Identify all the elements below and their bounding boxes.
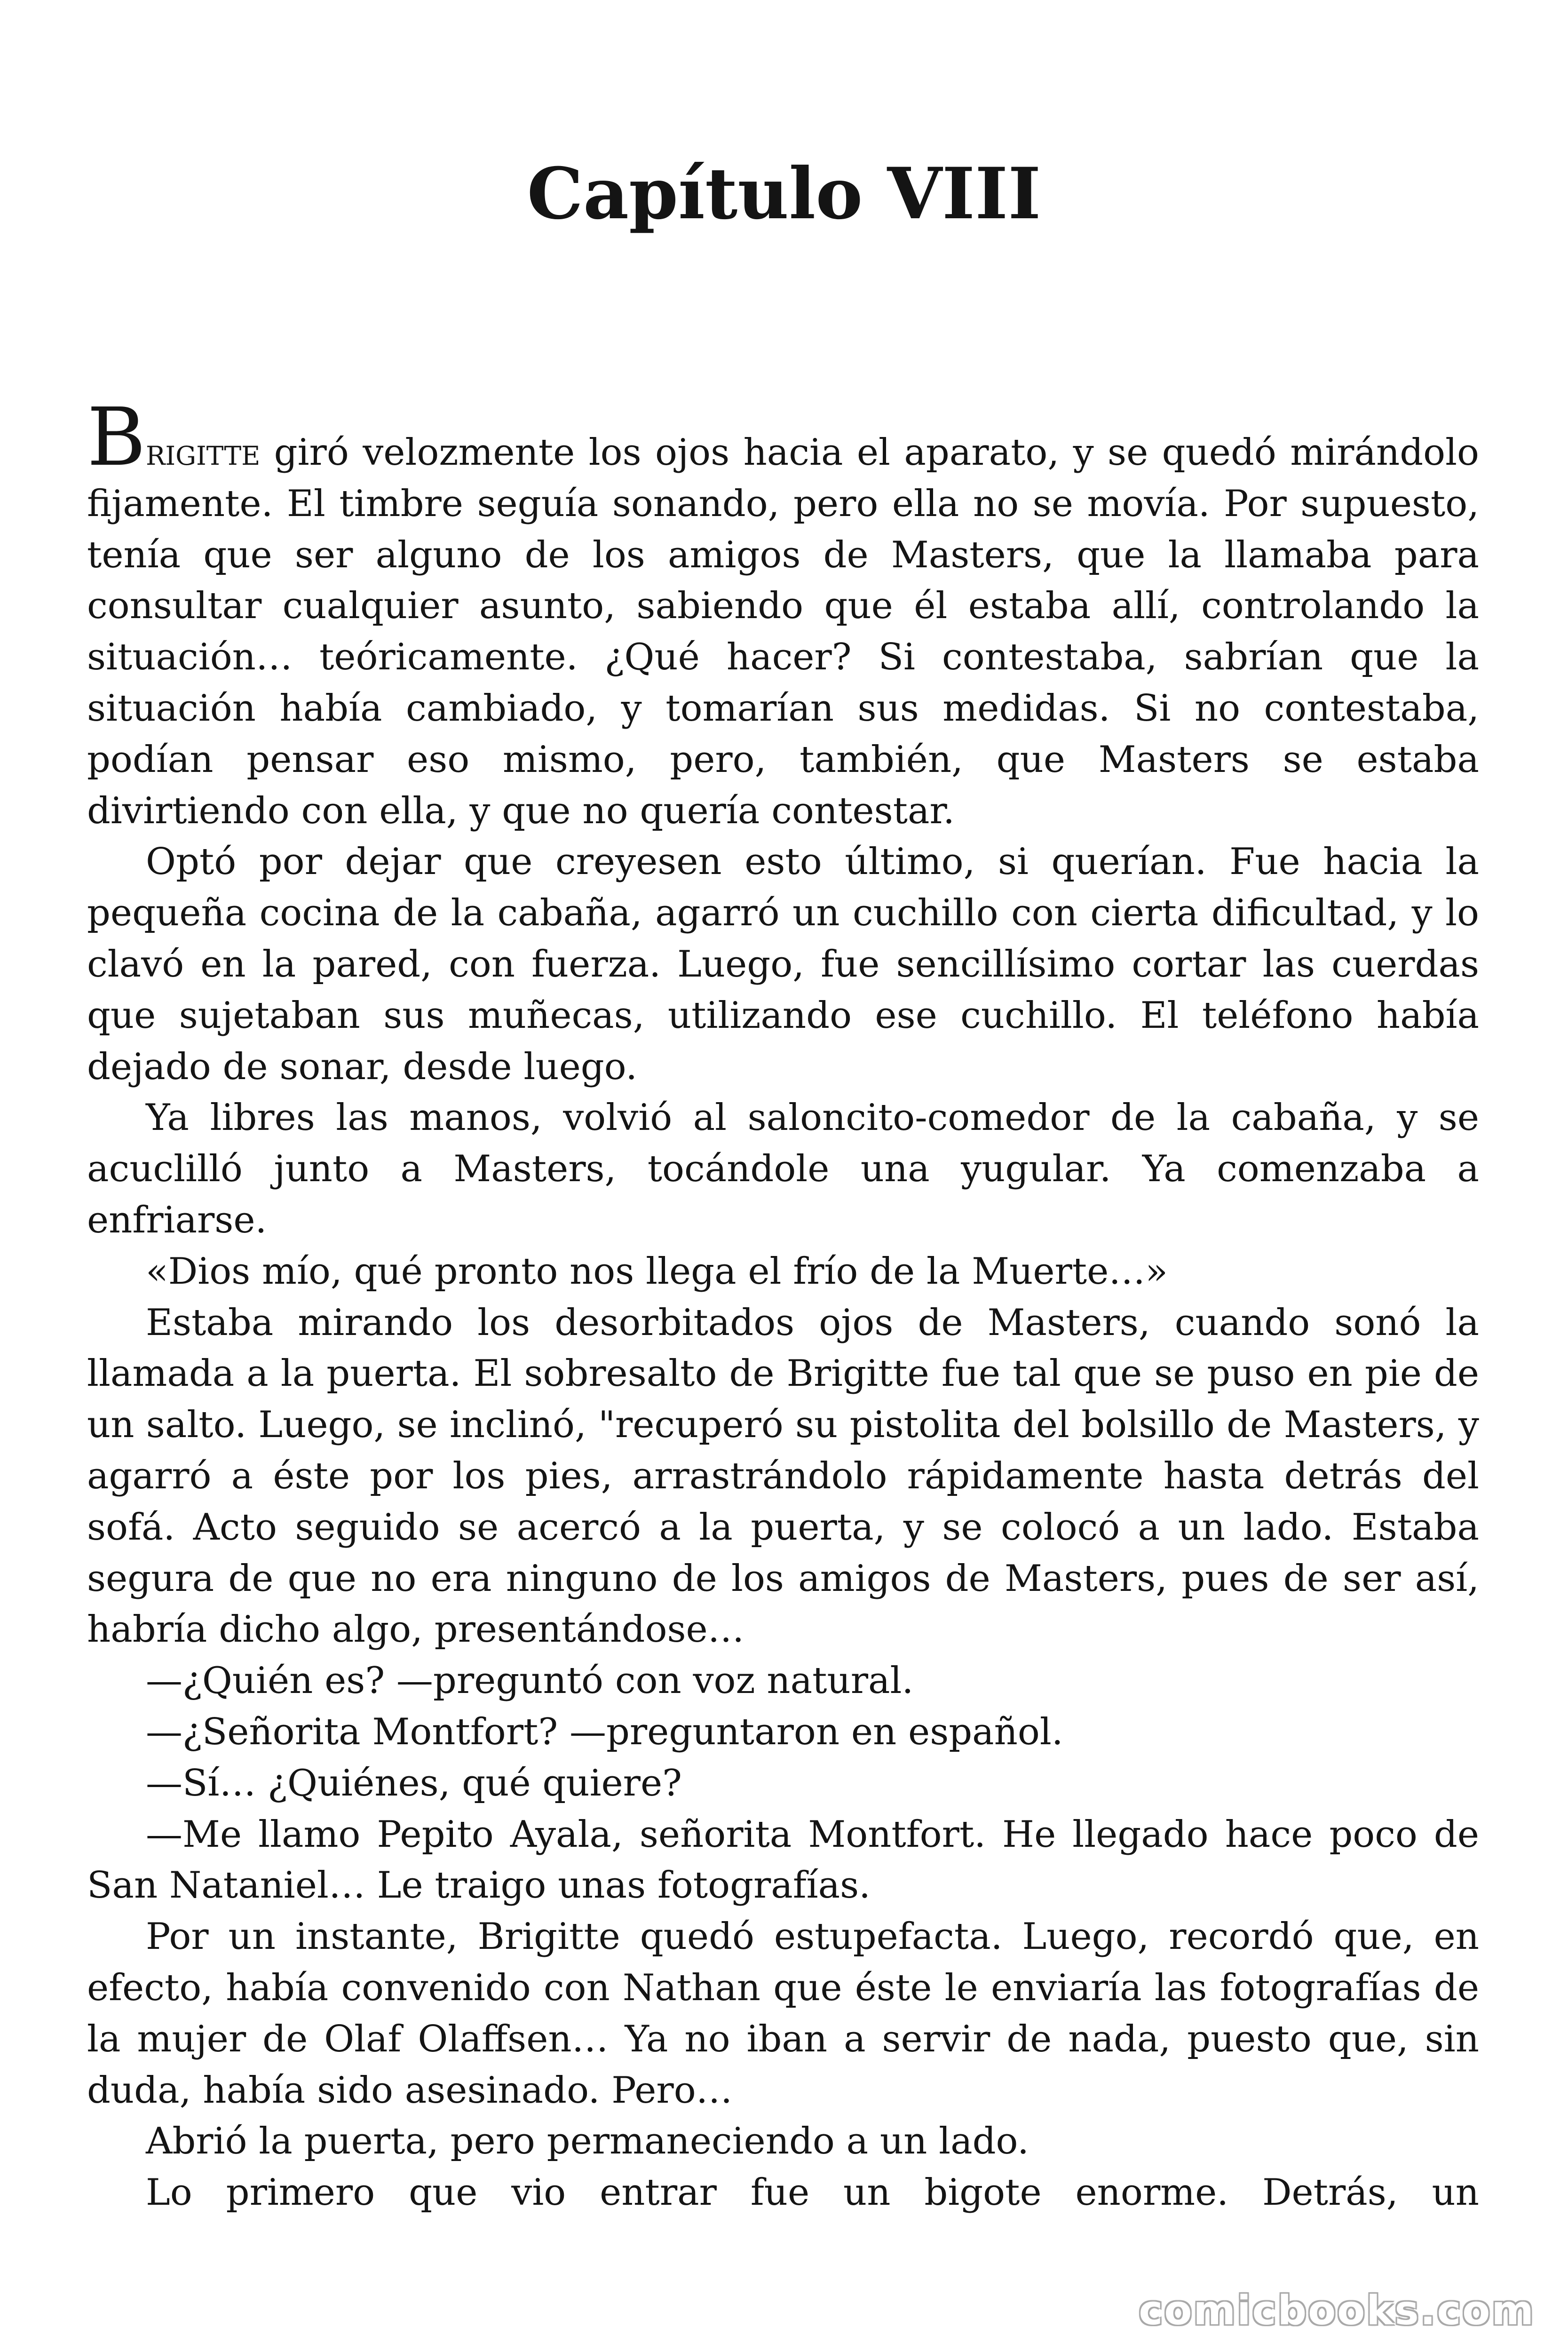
dialogue-line: —¿Señorita Montfort? —preguntaron en español.: [146, 1710, 1063, 1753]
chapter-title: Capítulo VIII: [527, 152, 1041, 235]
paragraph-continued: Lo primero que vio entrar fue un bigote enorme. Detrás, un: [146, 2171, 1479, 2214]
chapter-body: [87, 391, 1479, 2218]
paragraph: Optó por dejar que creyesen esto último, si querían. Fue hacia la pequeña cocina de la cabaña, agarró un cuchillo con cierta dificultad, y lo clavó en la pared, con fuerza. Luego, fue sencillísimo cortar las cuerdas que sujetaban sus muñecas, utilizando ese cuchillo. El teléfono había dejado de sonar, desde luego.: [87, 841, 1479, 1088]
paragraph: Ya libres las manos, volvió al saloncito-comedor de la cabaña, y se acuclilló junto a Masters, tocándole una yugular. Ya comenzaba a enfriarse.: [87, 1097, 1479, 1241]
dialogue-line: —Sí… ¿Quiénes, qué quiere?: [146, 1762, 682, 1804]
dialogue-line: —¿Quién es? —preguntó con voz natural.: [146, 1660, 914, 1702]
dialogue-line: —Me llamo Pepito Ayala, señorita Montfort. He llegado hace poco de San Nataniel… Le traigo unas fotografías.: [87, 1813, 1479, 1907]
paragraph-text: giró velozmente los ojos hacia el aparato, y se quedó mirándolo fijamente. El timbre seguía sonando, pero ella no se movía. Por supuesto, tenía que ser alguno de los amigos de Masters, que la llamaba para consultar cualquier asunto, sabiendo que él estaba allí, controlando la situación… teóricamente. ¿Qué hacer? Si contestaba, sabrían que la situación había cambiado, y tomarían sus medidas. Si no contestaba, podían pensar eso mismo, pero, también, que Masters se estaba divirtiendo con ella, y que no quería contestar.: [87, 431, 1479, 832]
paragraph: Estaba mirando los desorbitados ojos de Masters, cuando sonó la llamada a la puerta. El sobresalto de Brigitte fue tal que se puso en pie de un salto. Luego, se inclinó, "recuperó su pistolita del bolsillo de Masters, y agarró a éste por los pies, arrastrándolo rápidamente hasta detrás del sofá. Acto seguido se acercó a la puerta, y se colocó a un lado. Estaba segura de que no era ninguno de los amigos de Masters, pues de ser así, habría dicho algo, presentándose…: [87, 1301, 1479, 1651]
paragraph: «Dios mío, qué pronto nos llega el frío de la Muerte…»: [146, 1250, 1168, 1293]
paragraph: [87, 391, 1479, 836]
drop-cap: B: [87, 391, 146, 484]
paragraph: Abrió la puerta, pero permaneciendo a un lado.: [146, 2120, 1029, 2163]
watermark-logo: comicbooks.com: [1139, 2287, 1535, 2334]
lead-word: rigitte: [145, 431, 261, 474]
paragraph: Por un instante, Brigitte quedó estupefacta. Luego, recordó que, en efecto, había convenido con Nathan que éste le enviaría las fotografías de la mujer de Olaf Olaffsen… Ya no iban a servir de nada, puesto que, sin duda, había sido asesinado. Pero…: [87, 1915, 1479, 2112]
